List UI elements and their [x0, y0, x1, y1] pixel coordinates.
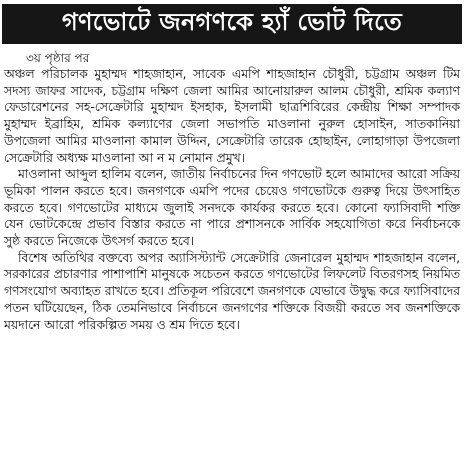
continued-from-note: ৩য় পৃষ্ঠার পর [26, 51, 90, 65]
article-paragraph: অঞ্চল পরিচালক মুহাম্মদ শাহজাহান, সাবেক এমপি শাহজাহান চৌধুরী, চট্টগ্রাম অঞ্চল টিম সদস্য জাফর সাদেক, চট্টগ্রাম দক্ষিণ জেলা আমির আনোয়ারুল আলম চৌধুরী, শ্রমিক কল্যাণ ফেডারেশনের সহ-সেক্রেটারি মুহাম্মদ ইসহাক, ইসলামী ছাত্রশিবিরের কেন্দ্রীয় শিক্ষা সম্পাদক মুহাম্মদ ইব্রাহিম, শ্রমিক কল্যাণের জেলা সভাপতি মাওলানা নুরুল হোসাইন, সাতকানিয়া উপজেলা আমির মাওলানা কামাল উদ্দিন, সেক্রেটারি তারেক হোছাইন, লোহাগাড়া উপজেলা সেক্রেটারি অধ্যক্ষ মাওলানা আ ন ম নোমান প্রমুখ। [4, 67, 460, 165]
headline-banner [2, 4, 462, 44]
article-paragraph: বিশেষ অতিথির বক্তব্যে অপর অ্যাসিস্ট্যান্ট সেক্রেটারি জেনারেল মুহাম্মদ শাহজাহান বলেন, সরকারের প্রচারণার পাশাপাশি মানুষকে সচেতন করতে গণভোটের লিফলেট বিতরণসহ নিয়মিত গণসংযোগ অব্যাহত রাখতে হবে। প্রতিকূল পরিবেশে জনগণকে যেভাবে উদ্বুদ্ধ করে ফ্যাসিবাদের পতন ঘটিয়েছেন, ঠিক তেমনিভাবে নির্বাচনে জনগণের শক্তিকে বিজয়ী করতে সব জনশক্তিকে ময়দানে আরো পরিকল্পিত সময় ও শ্রম দিতে হবে। [4, 250, 461, 332]
article-paragraph: মাওলানা আব্দুল হালিম বলেন, জাতীয় নির্বাচনের দিন গণভোট হলে আমাদের আরো সক্রিয় ভূমিকা পালন করতে হবে। জনগণকে এমপি পদের চেয়েও গণভোটকে গুরুত্ব দিয়ে উৎসাহিত করতে হবে। গণভোটের মাধ্যমে জুলাই সনদকে কার্যকর করতে হবে। কোনো ফ্যাসিবাদী শক্তি যেন ভোটকেন্দ্রে প্রভাব বিস্তার করতে না পারে প্রশাসনকে সার্বিক সহযোগিতা করে নির্বাচনকে সুষ্ঠ করতে নিজেকে উৎসর্গ করতে হবে। [4, 167, 460, 249]
headline: গণভোটে জনগণকে হ্যাঁ ভোট দিতে [61, 8, 403, 36]
